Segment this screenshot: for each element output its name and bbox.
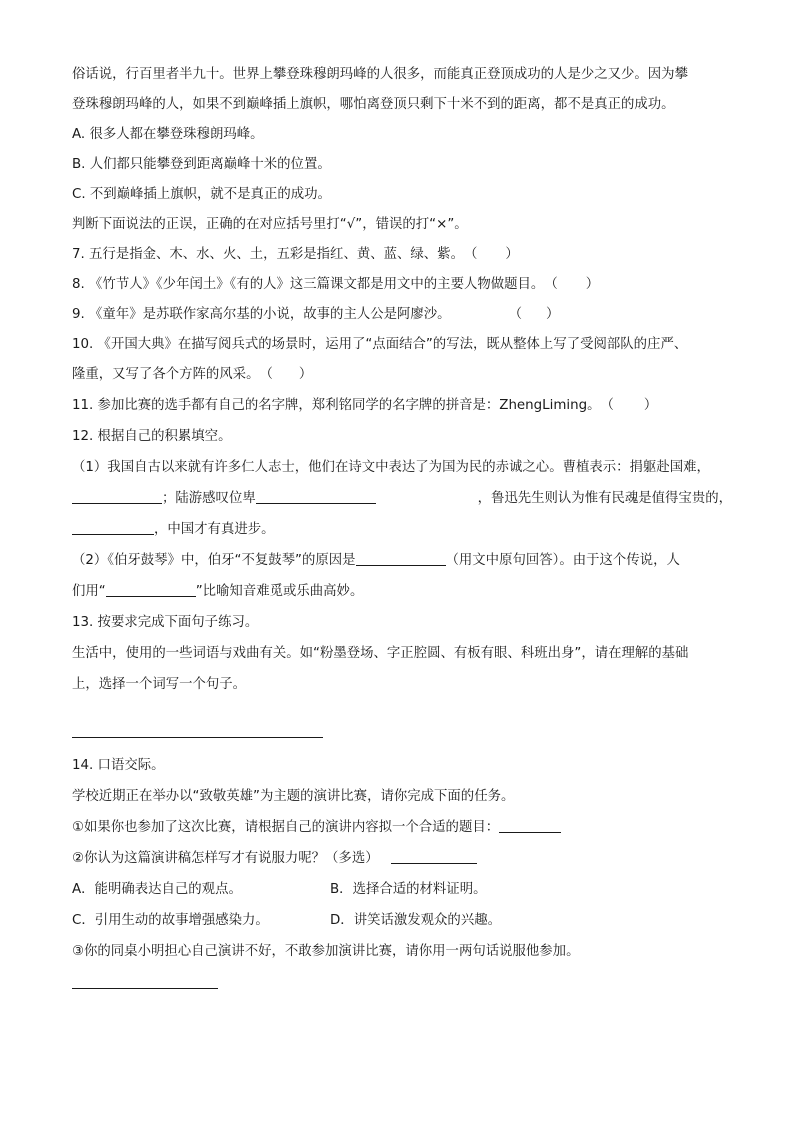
- question-7: [72, 240, 732, 270]
- question-9-text: 9. 《童年》是苏联作家高尔基的小说，故事的主人公是阿廖沙。: [72, 307, 451, 322]
- question-12-part1-line: ；陆游感叹位卑 ，鲁迅先生则认为惟有民魂是值得宝贵的，: [72, 483, 732, 514]
- option-c: C. 不到巅峰插上旗帜，就不是真正的成功。: [72, 187, 331, 202]
- question-14-options-row: [72, 905, 732, 936]
- question-8: [72, 270, 732, 300]
- question-14-task1: ①如果你也参加了这次比赛，请根据自己的演讲内容拟一个合适的题目：: [72, 812, 732, 843]
- question-12-part2-line: （2）《伯牙鼓琴》中，伯牙“不复鼓琴”的原因是 （用文中原句回答）。由于这个传说，人: [72, 545, 732, 576]
- answer-paren[interactable]: （ ）: [463, 247, 519, 262]
- fill-blank[interactable]: [106, 580, 196, 597]
- question-11-text: 11. 参加比赛的选手都有自己的名字牌，郑利铭同学的名字牌的拼音是：ZhengLiming。: [72, 398, 601, 413]
- question-12-part2-line: 们用“ ”比喻知音难觅或乐曲高妙。: [72, 576, 732, 607]
- answer-paren[interactable]: （ ）: [544, 277, 600, 292]
- question-7-text: 7. 五行是指金、木、水、火、土，五彩是指红、黄、蓝、绿、紫。: [72, 247, 464, 262]
- option-b: B. 人们都只能攀登到距离巅峰十米的位置。: [72, 157, 331, 172]
- fill-blank[interactable]: [499, 816, 561, 833]
- question-14-title: 14. 口语交际。: [72, 758, 165, 773]
- question-10-line: 隆重，又写了各个方阵的风采。（ ）: [72, 360, 732, 390]
- question-8-text: 8. 《竹节人》《少年闰土》《有的人》这三篇课文都是用文中的主要人物做题目。: [72, 277, 545, 292]
- question-14-intro: 学校近期正在举办以“致敬英雄”为主题的演讲比赛，请你完成下面的任务。: [72, 789, 515, 804]
- question-11: [72, 390, 732, 421]
- fill-blank[interactable]: [72, 487, 162, 504]
- answer-paren[interactable]: （ ）: [600, 398, 658, 413]
- question-13-title: 13. 按要求完成下面句子练习。: [72, 615, 259, 630]
- question-10-line: 10. 《开国大典》在描写阅兵式的场景时，运用了“点面结合”的写法，既从整体上写了受阅部队的庄严、: [72, 337, 688, 352]
- question-14-options-row: [72, 874, 732, 905]
- answer-line[interactable]: [72, 987, 218, 989]
- question-13-line: 上，选择一个词写一个句子。: [72, 677, 247, 692]
- fill-blank[interactable]: [256, 487, 376, 504]
- option-b: B．选择合适的材料证明。: [330, 882, 487, 897]
- passage-line: 登珠穆朗玛峰的人，如果不到巅峰插上旗帜，哪怕离登顶只剩下十米不到的距离，都不是真正的成功。: [72, 97, 675, 112]
- question-14-task2: ②你认为这篇演讲稿怎样写才有说服力呢？（多选）: [72, 843, 732, 874]
- option-c: C．引用生动的故事增强感染力。: [72, 913, 269, 928]
- option-d: D．讲笑话激发观众的兴趣。: [330, 913, 501, 928]
- passage-line: 俗话说，行百里者半九十。世界上攀登珠穆朗玛峰的人很多，而能真正登顶成功的人是少之又少。因为攀: [72, 67, 688, 82]
- worksheet-page: [72, 62, 732, 989]
- answer-paren[interactable]: （ ）: [259, 367, 313, 382]
- option-a: A. 很多人都在攀登珠穆朗玛峰。: [72, 127, 264, 142]
- fill-blank[interactable]: [391, 847, 477, 864]
- answer-paren[interactable]: （ ）: [508, 307, 560, 322]
- fill-blank[interactable]: [356, 549, 446, 566]
- question-12-title: 12. 根据自己的积累填空。: [72, 429, 232, 444]
- question-12-part1-line: （1）我国自古以来就有许多仁人志士，他们在诗文中表达了为国为民的赤诚之心。曹植表示：捐躯赴国难，: [72, 460, 710, 475]
- judge-instruction: 判断下面说法的正误，正确的在对应括号里打“√”，错误的打“×”。: [72, 217, 468, 232]
- question-14-task3: ③你的同桌小明担心自己演讲不好，不敢参加演讲比赛，请你用一两句话说服他参加。: [72, 944, 580, 959]
- option-a: A．能明确表达自己的观点。: [72, 882, 242, 897]
- question-13-line: 生活中，使用的一些词语与戏曲有关。如“粉墨登场、字正腔圆、有板有眼、科班出身”，请在理解的基础: [72, 646, 689, 661]
- question-12-part1-line: ，中国才有真进步。: [72, 514, 732, 545]
- fill-blank[interactable]: [72, 518, 154, 535]
- question-9: [72, 300, 732, 330]
